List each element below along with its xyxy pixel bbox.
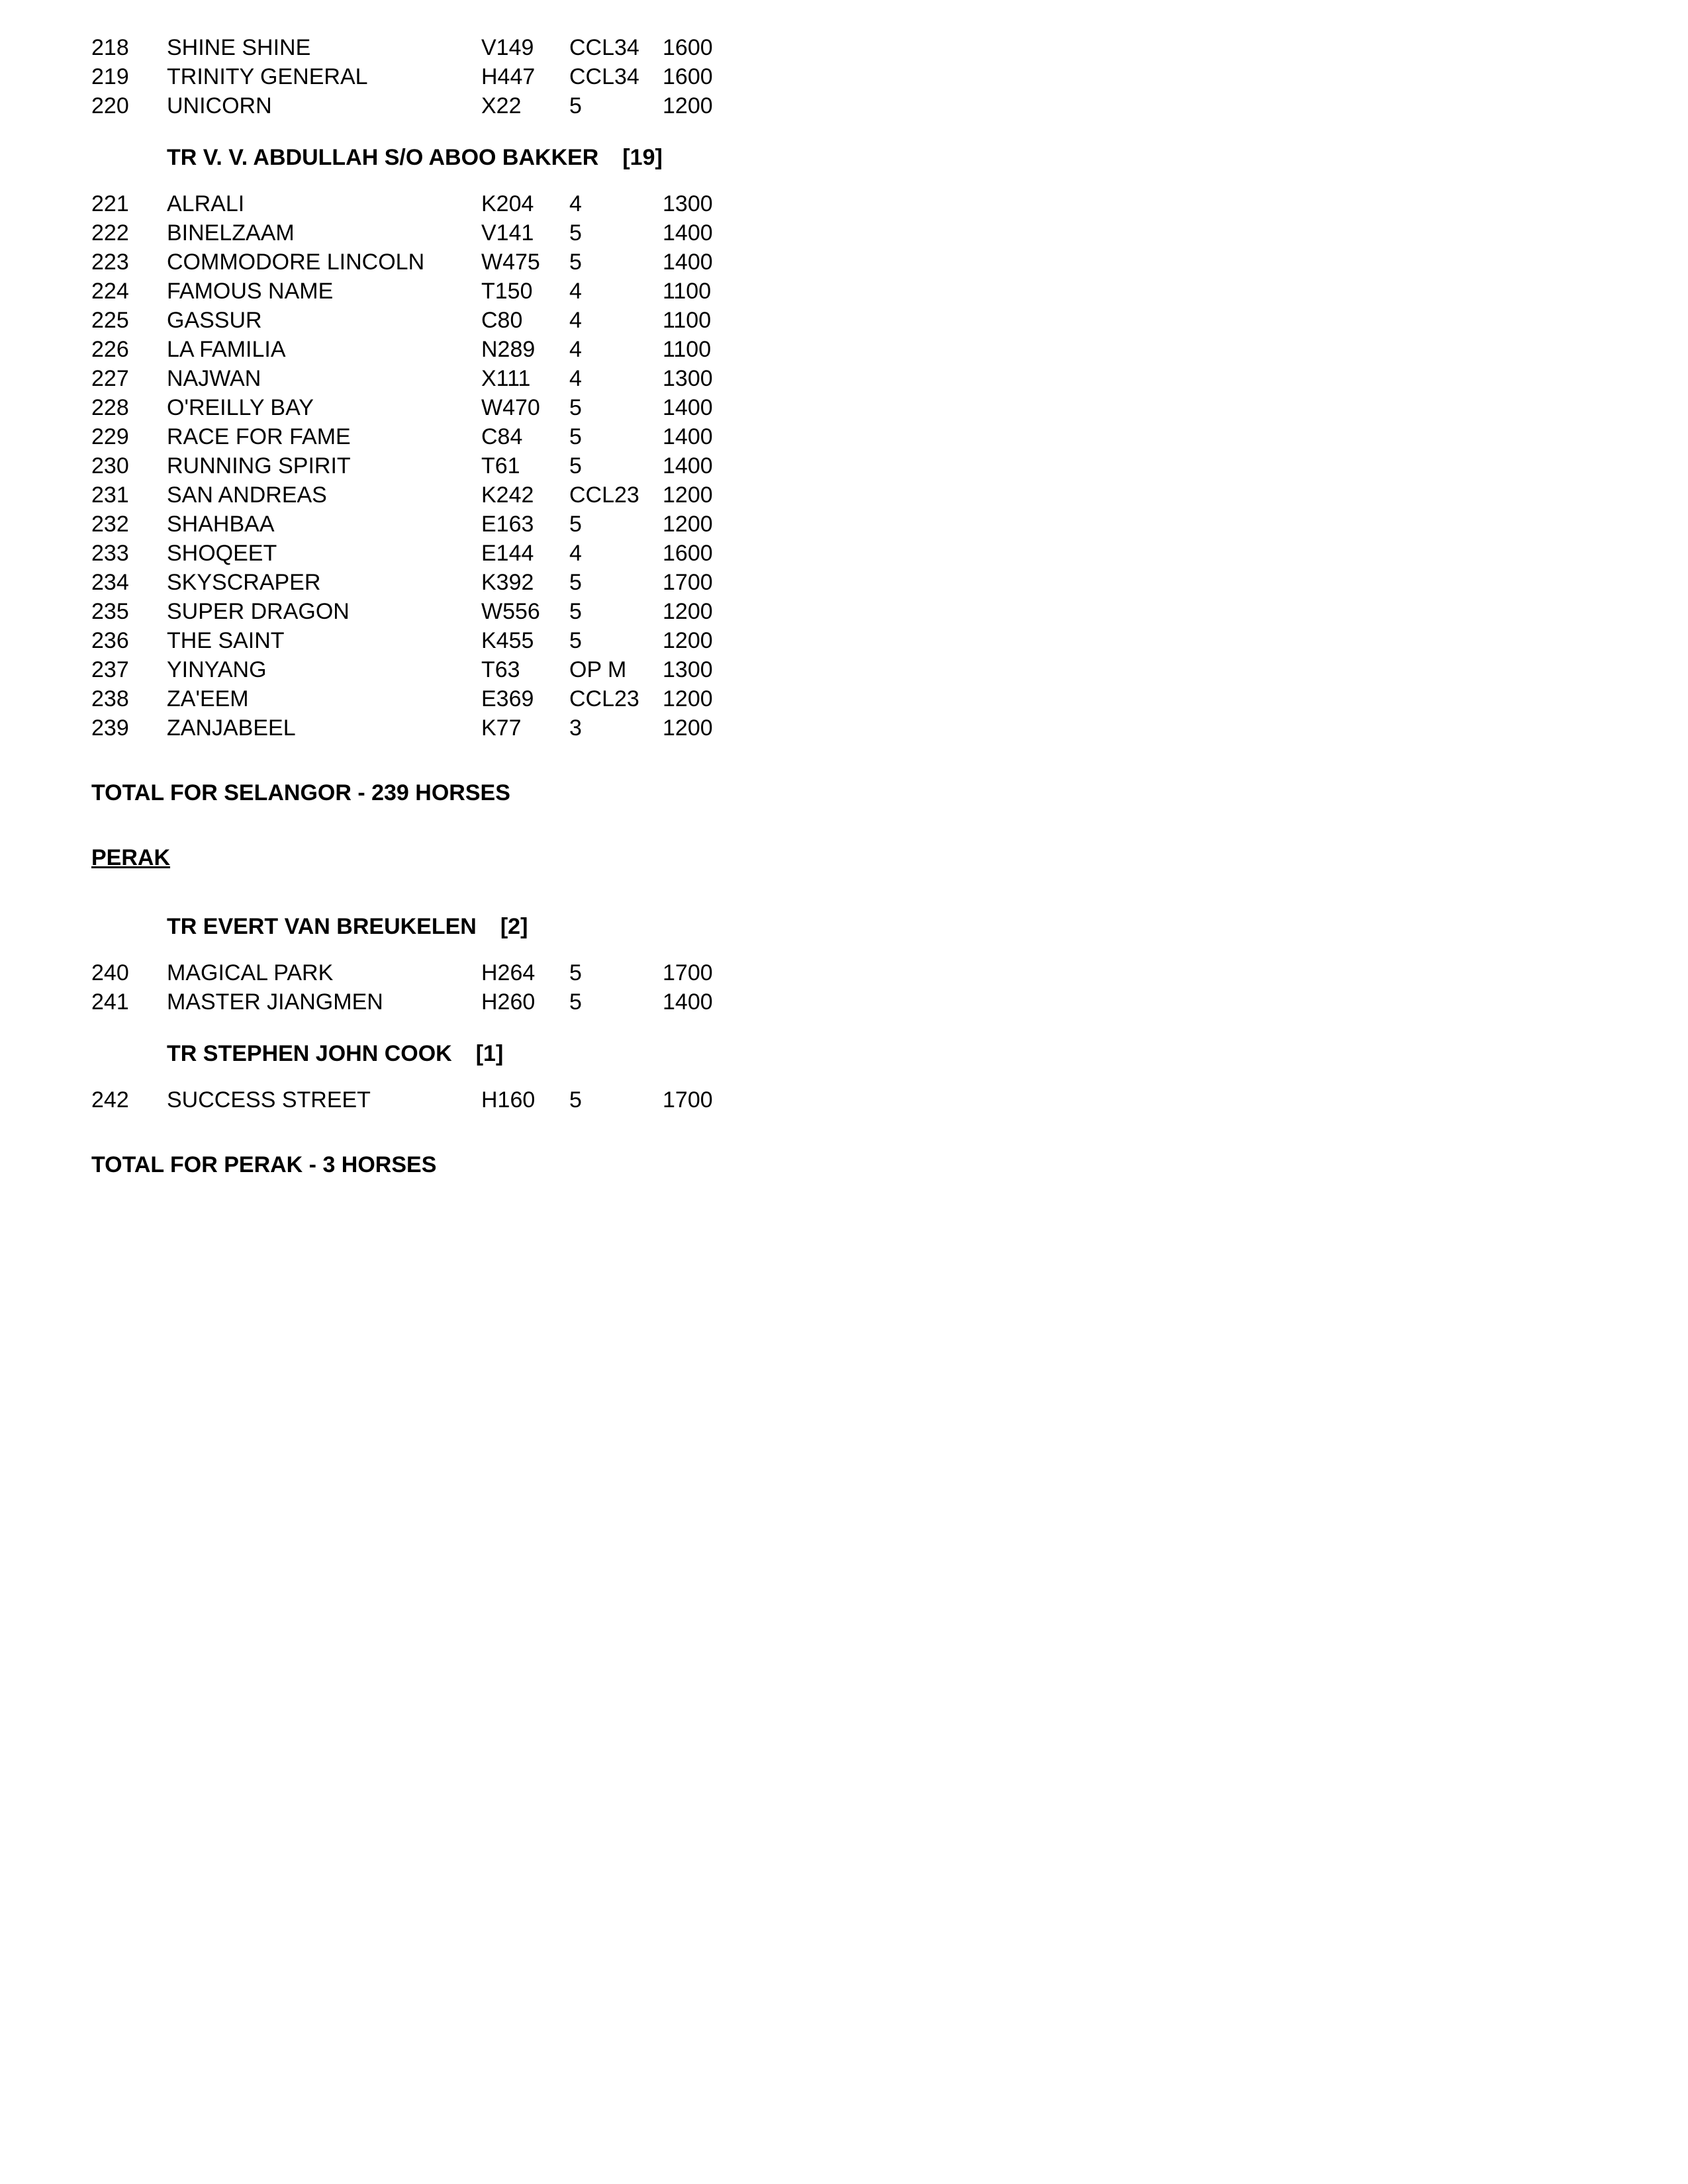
horse-class: CCL23 bbox=[569, 482, 639, 508]
table-row bbox=[91, 626, 753, 655]
horse-name: BINELZAAM bbox=[167, 220, 295, 246]
horse-distance: 1200 bbox=[663, 512, 713, 537]
horse-name: SUPER DRAGON bbox=[167, 599, 350, 624]
horse-number: 219 bbox=[91, 64, 129, 89]
table-row bbox=[91, 393, 753, 422]
horse-code: K392 bbox=[481, 570, 534, 595]
horse-number: 241 bbox=[91, 989, 129, 1015]
region-heading-perak: PERAK bbox=[91, 845, 171, 870]
horse-code: T150 bbox=[481, 279, 533, 304]
horse-code: H160 bbox=[481, 1087, 536, 1113]
trainer-cook-horse-list bbox=[91, 1085, 753, 1115]
horse-code: H260 bbox=[481, 989, 536, 1015]
trainer-heading-abdullah bbox=[167, 143, 753, 172]
table-row bbox=[91, 218, 753, 248]
horse-name: SHOQEET bbox=[167, 541, 277, 566]
horse-class: 5 bbox=[569, 250, 582, 275]
horse-name: THE SAINT bbox=[167, 628, 285, 653]
horse-name: TRINITY GENERAL bbox=[167, 64, 368, 89]
horse-class: 4 bbox=[569, 366, 582, 391]
horse-class: CCL23 bbox=[569, 686, 639, 711]
horse-class: 5 bbox=[569, 453, 582, 478]
horse-name: SHAHBAA bbox=[167, 512, 275, 537]
horse-code: W470 bbox=[481, 395, 540, 420]
horse-number: 239 bbox=[91, 715, 129, 741]
trainer-breukelen-horse-list bbox=[91, 958, 753, 1017]
horse-class: 4 bbox=[569, 308, 582, 333]
horse-class: CCL34 bbox=[569, 64, 639, 89]
horse-distance: 1400 bbox=[663, 989, 713, 1015]
table-row bbox=[91, 422, 753, 451]
horse-distance: 1200 bbox=[663, 482, 713, 508]
horse-distance: 1100 bbox=[663, 279, 712, 304]
horse-distance: 1200 bbox=[663, 715, 713, 741]
horse-name: MASTER JIANGMEN bbox=[167, 989, 383, 1015]
table-row bbox=[91, 1085, 753, 1115]
horse-code: V149 bbox=[481, 35, 534, 60]
horse-distance: 1300 bbox=[663, 191, 713, 216]
horse-distance: 1200 bbox=[663, 599, 713, 624]
horse-number: 230 bbox=[91, 453, 129, 478]
horse-number: 221 bbox=[91, 191, 129, 216]
horse-number: 237 bbox=[91, 657, 129, 682]
horse-code: K455 bbox=[481, 628, 534, 653]
horse-class: 4 bbox=[569, 337, 582, 362]
horse-name: MAGICAL PARK bbox=[167, 960, 334, 985]
horse-number: 218 bbox=[91, 35, 129, 60]
table-row bbox=[91, 539, 753, 568]
horse-class: 5 bbox=[569, 599, 582, 624]
trainer-horse-count: [2] bbox=[500, 914, 528, 939]
horse-number: 220 bbox=[91, 93, 129, 118]
horse-name: FAMOUS NAME bbox=[167, 279, 334, 304]
table-row bbox=[91, 189, 753, 218]
horse-distance: 1100 bbox=[663, 337, 712, 362]
horse-name: SUCCESS STREET bbox=[167, 1087, 371, 1113]
table-row bbox=[91, 91, 753, 120]
horse-number: 232 bbox=[91, 512, 129, 537]
trainer-name: TR STEPHEN JOHN COOK bbox=[167, 1041, 452, 1066]
horse-class: CCL34 bbox=[569, 35, 639, 60]
horse-class: 5 bbox=[569, 424, 582, 449]
horse-distance: 1200 bbox=[663, 686, 713, 711]
table-row bbox=[91, 62, 753, 91]
horse-distance: 1700 bbox=[663, 570, 713, 595]
horse-class: 5 bbox=[569, 570, 582, 595]
horse-code: E144 bbox=[481, 541, 534, 566]
horse-code: K242 bbox=[481, 482, 534, 508]
document-page bbox=[91, 33, 753, 1179]
horse-number: 242 bbox=[91, 1087, 129, 1113]
trainer-heading-cook bbox=[167, 1039, 753, 1068]
horse-number: 231 bbox=[91, 482, 129, 508]
trainer-name: TR EVERT VAN BREUKELEN bbox=[167, 914, 477, 939]
horse-code: T63 bbox=[481, 657, 520, 682]
horse-code: T61 bbox=[481, 453, 520, 478]
horse-number: 224 bbox=[91, 279, 129, 304]
table-row bbox=[91, 364, 753, 393]
selangor-tail-list bbox=[91, 33, 753, 120]
horse-distance: 1400 bbox=[663, 424, 713, 449]
horse-distance: 1700 bbox=[663, 960, 713, 985]
horse-distance: 1400 bbox=[663, 250, 713, 275]
table-row bbox=[91, 597, 753, 626]
table-row bbox=[91, 335, 753, 364]
table-row bbox=[91, 568, 753, 597]
horse-name: SHINE SHINE bbox=[167, 35, 311, 60]
horse-code: W475 bbox=[481, 250, 540, 275]
horse-distance: 1400 bbox=[663, 453, 713, 478]
horse-class: 5 bbox=[569, 1087, 582, 1113]
horse-distance: 1600 bbox=[663, 64, 713, 89]
horse-class: 5 bbox=[569, 628, 582, 653]
horse-distance: 1600 bbox=[663, 541, 713, 566]
horse-number: 233 bbox=[91, 541, 129, 566]
horse-name: SKYSCRAPER bbox=[167, 570, 321, 595]
horse-name: NAJWAN bbox=[167, 366, 261, 391]
horse-number: 234 bbox=[91, 570, 129, 595]
table-row bbox=[91, 480, 753, 510]
horse-class: 5 bbox=[569, 93, 582, 118]
horse-code: V141 bbox=[481, 220, 534, 246]
horse-number: 223 bbox=[91, 250, 129, 275]
horse-name: RACE FOR FAME bbox=[167, 424, 351, 449]
horse-code: C84 bbox=[481, 424, 523, 449]
horse-name: UNICORN bbox=[167, 93, 272, 118]
horse-code: X22 bbox=[481, 93, 522, 118]
horse-code: E369 bbox=[481, 686, 534, 711]
trainer-abdullah-horse-list bbox=[91, 189, 753, 743]
horse-code: H447 bbox=[481, 64, 536, 89]
table-row bbox=[91, 248, 753, 277]
horse-number: 235 bbox=[91, 599, 129, 624]
horse-name: LA FAMILIA bbox=[167, 337, 286, 362]
trainer-horse-count: [1] bbox=[475, 1041, 504, 1066]
horse-number: 225 bbox=[91, 308, 129, 333]
horse-class: OP M bbox=[569, 657, 627, 682]
horse-name: O'REILLY BAY bbox=[167, 395, 314, 420]
horse-name: ZA'EEM bbox=[167, 686, 249, 711]
horse-class: 4 bbox=[569, 191, 582, 216]
horse-number: 236 bbox=[91, 628, 129, 653]
table-row bbox=[91, 958, 753, 987]
table-row bbox=[91, 655, 753, 684]
horse-class: 5 bbox=[569, 989, 582, 1015]
horse-number: 240 bbox=[91, 960, 129, 985]
horse-code: X111 bbox=[481, 366, 531, 391]
table-row bbox=[91, 987, 753, 1017]
trainer-heading-breukelen bbox=[167, 912, 753, 941]
horse-name: COMMODORE LINCOLN bbox=[167, 250, 425, 275]
horse-code: K77 bbox=[481, 715, 522, 741]
horse-number: 222 bbox=[91, 220, 129, 246]
horse-number: 227 bbox=[91, 366, 129, 391]
horse-name: RUNNING SPIRIT bbox=[167, 453, 351, 478]
horse-class: 5 bbox=[569, 960, 582, 985]
horse-class: 4 bbox=[569, 279, 582, 304]
trainer-horse-count: [19] bbox=[622, 145, 663, 170]
table-row bbox=[91, 510, 753, 539]
horse-distance: 1200 bbox=[663, 628, 713, 653]
horse-distance: 1200 bbox=[663, 93, 713, 118]
horse-distance: 1100 bbox=[663, 308, 712, 333]
horse-distance: 1600 bbox=[663, 35, 713, 60]
horse-distance: 1400 bbox=[663, 220, 713, 246]
horse-code: K204 bbox=[481, 191, 534, 216]
horse-class: 3 bbox=[569, 715, 582, 741]
table-row bbox=[91, 684, 753, 713]
horse-name: GASSUR bbox=[167, 308, 262, 333]
horse-code: W556 bbox=[481, 599, 540, 624]
horse-class: 4 bbox=[569, 541, 582, 566]
table-row bbox=[91, 277, 753, 306]
table-row bbox=[91, 33, 753, 62]
trainer-name: TR V. V. ABDULLAH S/O ABOO BAKKER bbox=[167, 145, 599, 170]
horse-number: 238 bbox=[91, 686, 129, 711]
table-row bbox=[91, 306, 753, 335]
horse-number: 228 bbox=[91, 395, 129, 420]
horse-class: 5 bbox=[569, 395, 582, 420]
horse-code: C80 bbox=[481, 308, 523, 333]
horse-distance: 1300 bbox=[663, 657, 713, 682]
total-perak: TOTAL FOR PERAK - 3 HORSES bbox=[91, 1152, 437, 1177]
horse-name: ALRALI bbox=[167, 191, 245, 216]
horse-class: 5 bbox=[569, 220, 582, 246]
horse-number: 226 bbox=[91, 337, 129, 362]
horse-distance: 1700 bbox=[663, 1087, 713, 1113]
horse-number: 229 bbox=[91, 424, 129, 449]
horse-name: ZANJABEEL bbox=[167, 715, 296, 741]
table-row bbox=[91, 451, 753, 480]
horse-code: H264 bbox=[481, 960, 536, 985]
horse-distance: 1300 bbox=[663, 366, 713, 391]
horse-code: E163 bbox=[481, 512, 534, 537]
horse-name: SAN ANDREAS bbox=[167, 482, 327, 508]
total-selangor: TOTAL FOR SELANGOR - 239 HORSES bbox=[91, 780, 510, 805]
horse-distance: 1400 bbox=[663, 395, 713, 420]
horse-class: 5 bbox=[569, 512, 582, 537]
horse-name: YINYANG bbox=[167, 657, 267, 682]
table-row bbox=[91, 713, 753, 743]
horse-code: N289 bbox=[481, 337, 536, 362]
